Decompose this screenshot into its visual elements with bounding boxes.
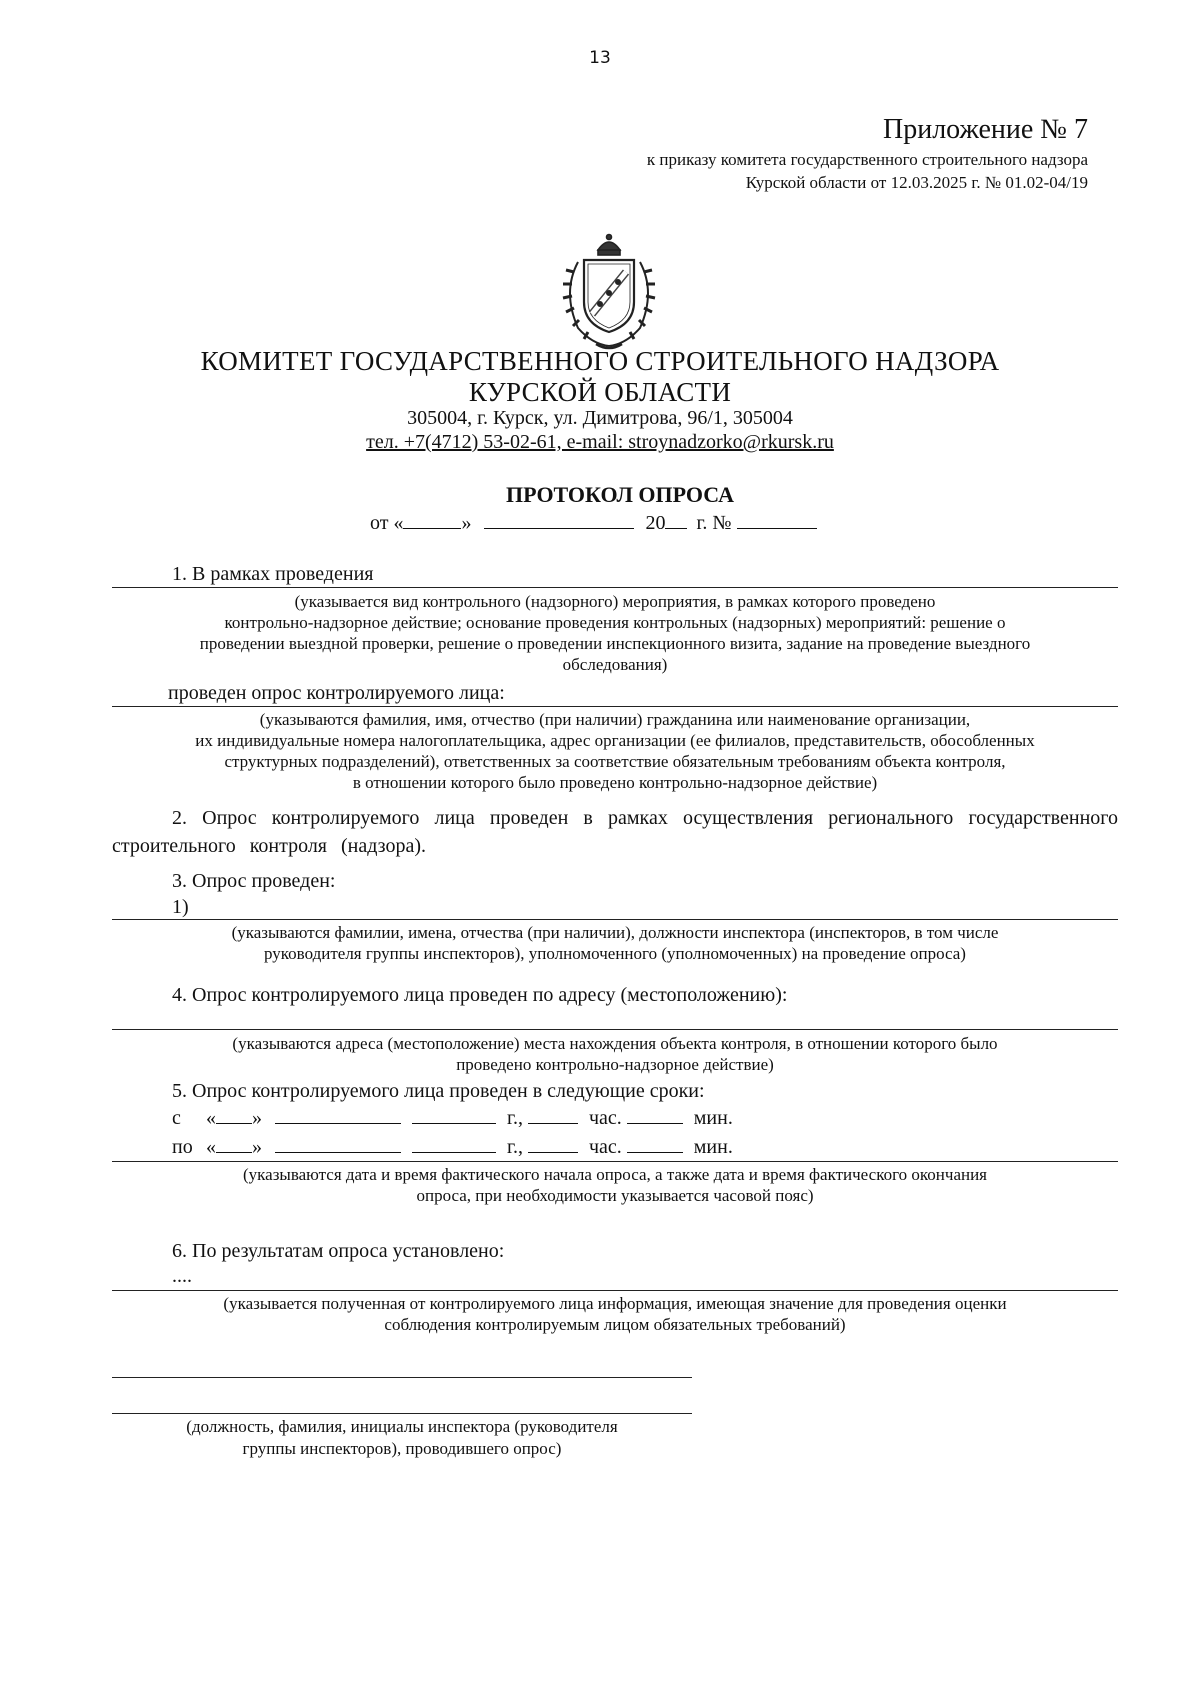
hint-line: опроса, при необходимости указывается часовой пояс) (416, 1186, 814, 1205)
date-number-prefix: г. № (696, 512, 732, 534)
hint-line: (указываются дата и время фактического начала опроса, а также дата и время фактического окончания (242, 1165, 987, 1184)
hint-line: соблюдения контролируемым лицом обязательных требований) (384, 1315, 846, 1334)
hint-line: (указываются фамилии, имена, отчества (при наличии), должности инспектора (инспекторов, в том числе (231, 923, 999, 942)
quote-close: » (252, 1136, 262, 1158)
annex-order-line-2: Курской области от 12.03.2025 г. № 01.02-04/19 (745, 173, 1088, 192)
from-label: с (172, 1107, 181, 1129)
signature-hint (112, 1416, 692, 1460)
document-title: ПРОТОКОЛ ОПРОСА (506, 482, 734, 507)
signature-line-2[interactable] (112, 1413, 692, 1414)
date-year-blank[interactable] (665, 511, 687, 529)
date-year-prefix: 20 (645, 512, 666, 534)
section5-to-row (172, 1135, 733, 1159)
hint-line: руководителя группы инспекторов), уполномоченного (уполномоченных) на проведение опроса) (264, 944, 966, 963)
section1-label-2: проведен опрос контролируемого лица: (168, 682, 505, 704)
hours-label: час. (588, 1136, 622, 1158)
minutes-label: мин. (693, 1107, 733, 1129)
from-month-blank[interactable] (275, 1106, 401, 1124)
section3-line[interactable] (112, 919, 1118, 920)
hours-label: час. (588, 1107, 622, 1129)
to-year-blank[interactable] (412, 1135, 496, 1153)
section4-hint (112, 1033, 1118, 1075)
hint-line: (указываются адреса (местоположение) места нахождения объекта контроля, в отношении которого было (232, 1034, 998, 1053)
hint-line: обследования) (562, 655, 668, 674)
signature-line-1[interactable] (112, 1377, 692, 1378)
hint-line: контрольно-надзорное действие; основание проведения контрольных (надзорных) мероприятий: решение о (224, 613, 1006, 632)
to-hours-blank[interactable] (528, 1135, 578, 1153)
hint-line: их индивидуальные номера налогоплательщика, адрес организации (ее филиалов, представительств, обособленных (195, 731, 1035, 750)
organization-name-line-2: КУРСКОЙ ОБЛАСТИ (468, 377, 732, 407)
section2-text: 2. Опрос контролируемого лица проведен в рамках осуществления регионального государственного строительного контроля (надзора). (112, 807, 1118, 857)
organization-name-line-1: КОМИТЕТ ГОСУДАРСТВЕННОГО СТРОИТЕЛЬНОГО НАДЗОРА (200, 346, 1000, 376)
section4-line[interactable] (112, 1029, 1118, 1030)
date-month-blank[interactable] (484, 511, 634, 529)
section6-hint (112, 1293, 1118, 1335)
document-date-line (370, 511, 817, 535)
section1-label: 1. В рамках проведения (172, 563, 374, 585)
hint-line: в отношении которого было проведено контрольно-надзорное действие) (352, 773, 878, 792)
document-number-blank[interactable] (737, 511, 817, 529)
section1-hint (112, 591, 1118, 675)
section5-label: 5. Опрос контролируемого лица проведен в следующие сроки: (172, 1080, 705, 1102)
quote-open: « (206, 1136, 216, 1158)
section6-dots: .... (172, 1265, 192, 1287)
hint-line: (указывается полученная от контролируемого лица информация, имеющая значение для проведения оценки (223, 1294, 1007, 1313)
from-hours-blank[interactable] (528, 1106, 578, 1124)
organization-address: 305004, г. Курск, ул. Димитрова, 96/1, 305004 (407, 407, 793, 429)
from-minutes-blank[interactable] (627, 1106, 683, 1124)
to-day-blank[interactable] (216, 1135, 252, 1153)
section1-line-2[interactable] (112, 706, 1118, 707)
quote-open: « (206, 1107, 216, 1129)
section5-line[interactable] (112, 1161, 1118, 1162)
hint-line: (указывается вид контрольного (надзорного) мероприятия, в рамках которого проведено (294, 592, 936, 611)
year-label: г., (507, 1107, 523, 1129)
section1-line[interactable] (112, 587, 1118, 588)
date-day-blank[interactable] (403, 511, 461, 529)
section3-label: 3. Опрос проведен: (172, 870, 336, 892)
section6-label: 6. По результатам опроса установлено: (172, 1240, 505, 1262)
hint-line: проведено контрольно-надзорное действие) (456, 1055, 774, 1074)
section3-item: 1) (172, 896, 189, 918)
year-label: г., (507, 1136, 523, 1158)
annex-title: Приложение № 7 (883, 114, 1088, 145)
minutes-label: мин. (693, 1136, 733, 1158)
hint-line: группы инспекторов), проводившего опрос) (242, 1439, 562, 1458)
page-number: 13 (589, 48, 611, 68)
section1-hint-2 (112, 709, 1118, 793)
section3-hint (112, 922, 1118, 964)
hint-line: (указываются фамилия, имя, отчество (при наличии) гражданина или наименование организации, (259, 710, 971, 729)
date-quote-close: » (461, 512, 472, 534)
date-prefix: от « (370, 512, 404, 534)
hint-line: структурных подразделений), ответственных за соответствие обязательным требованиям объекта контроля, (224, 752, 1006, 771)
coat-of-arms-icon (548, 232, 670, 352)
section5-from-row (172, 1106, 733, 1130)
hint-line: проведении выездной проверки, решение о проведении инспекционного визита, задание на проведение выездного (199, 634, 1031, 653)
section4-label: 4. Опрос контролируемого лица проведен по адресу (местоположению): (172, 984, 788, 1006)
quote-close: » (252, 1107, 262, 1129)
section5-hint (112, 1164, 1118, 1206)
from-year-blank[interactable] (412, 1106, 496, 1124)
to-minutes-blank[interactable] (627, 1135, 683, 1153)
to-label: по (172, 1136, 193, 1158)
from-day-blank[interactable] (216, 1106, 252, 1124)
organization-contacts[interactable]: тел. +7(4712) 53-02-61, e-mail: stroynadzorko@rkursk.ru (366, 431, 834, 453)
hint-line: (должность, фамилия, инициалы инспектора (руководителя (186, 1417, 618, 1436)
to-month-blank[interactable] (275, 1135, 401, 1153)
section6-line[interactable] (112, 1290, 1118, 1291)
annex-order-line-1: к приказу комитета государственного строительного надзора (646, 150, 1088, 169)
